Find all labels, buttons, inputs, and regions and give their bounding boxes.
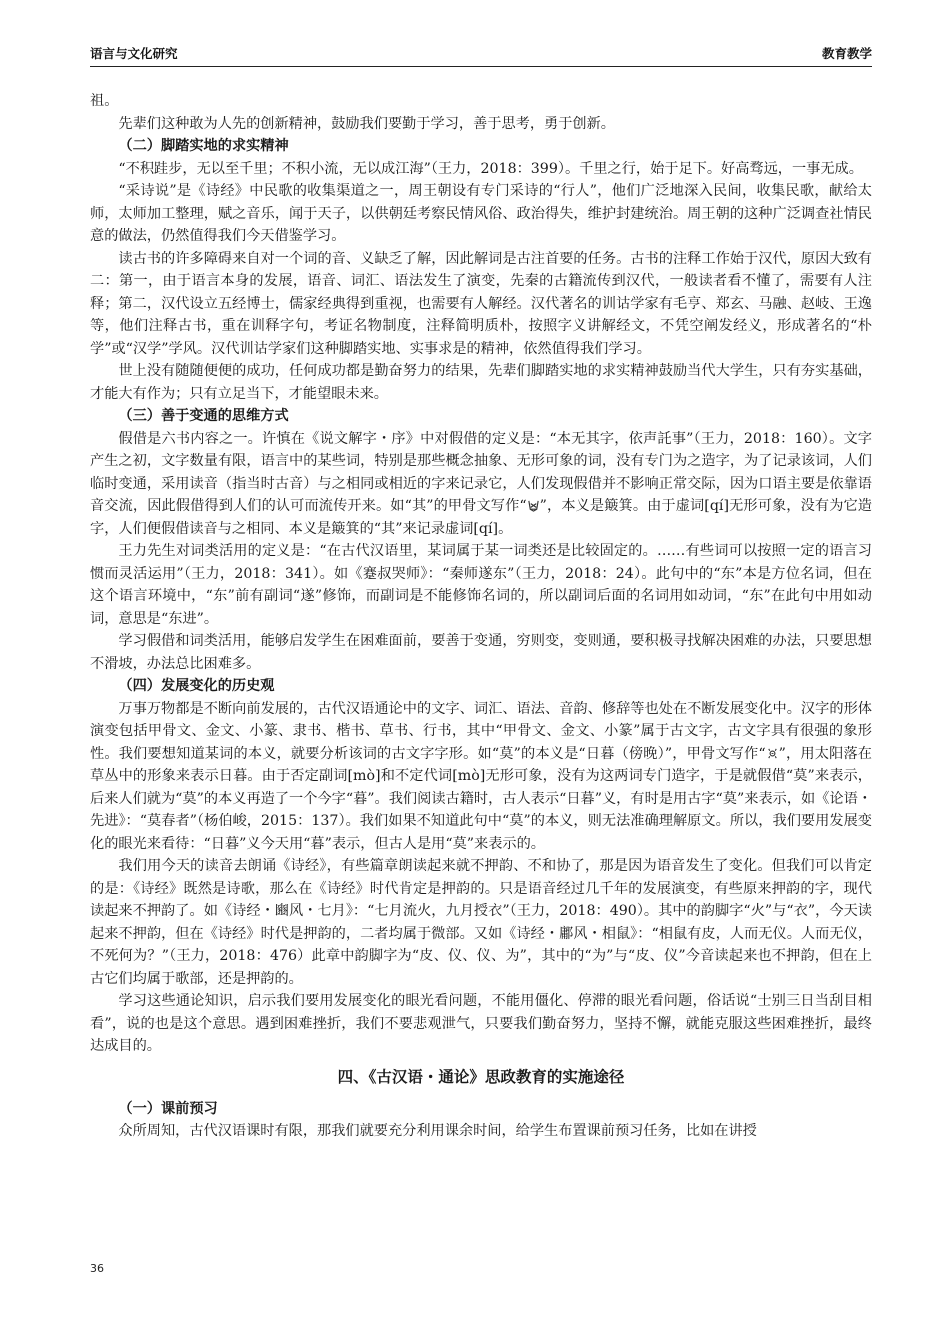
subsection-heading: （一）课前预习: [118, 1100, 218, 1117]
paragraph: “采诗说”是《诗经》中民歌的收集渠道之一，周王朝设有专门采诗的“行人”，他们广泛地深入民间，收集民歌，献给太师，太师加工整理，赋之音乐，闻于天子，以供朝廷考察民情风俗、政治得失，维护封建统治。周王朝的这种广泛调查社情民意的做法，仍然值得我们今天借鉴学习。: [90, 183, 872, 244]
paragraph: [90, 698, 872, 856]
column-name: 教育教学: [821, 46, 872, 61]
running-header: [90, 44, 872, 66]
paragraph: 学习这些通论知识，启示我们要用发展变化的眼光看问题，不能用僵化、停滞的眼光看问题，俗话说“士别三日当刮目相看”，说的也是这个意思。遇到困难挫折，我们不要悲观泄气，只要我们勤奋努力，坚持不懈，就能克服这些困难挫折，最终达成目的。: [90, 993, 872, 1054]
oracle-bone-qi-glyph-icon: [527, 499, 540, 512]
subsection-heading: （四）发展变化的历史观: [118, 678, 275, 694]
paragraph: 先辈们这种敢为人先的创新精神，鼓励我们要勤于学习，善于思考，勇于创新。: [118, 115, 615, 132]
article-body: [90, 90, 872, 1143]
paragraph: “不积跬步，无以至千里；不积小流，无以成江海”（王力，2018：399）。千里之行，始于足下。好高骛远，一事无成。: [118, 160, 863, 177]
subsection-heading: （三）善于变通的思维方式: [118, 408, 289, 424]
paragraph-text: 万事万物都是不断向前发展的，古代汉语通论中的文字、词汇、语法、音韵、修辞等也处在不断发展变化中。汉字的形体演变包括甲骨文、金文、小篆、隶书、楷书、草书、行书，其中“甲骨文、金文、小篆”属于古文字，古文字具有很强的象形性。我们要想知道某词的本义，就要分析该词的古文字字形。如“莫”的本义是“日暮（傍晚）”，甲骨文写作“: [90, 700, 872, 762]
paragraph: 我们用今天的读音去朗诵《诗经》，有些篇章朗读起来就不押韵、不和协了，那是因为语音发生了变化。但我们可以肯定的是：《诗经》既然是诗歌，那么在《诗经》时代肯定是押韵的。只是语音经过几千年的发展演变，有些原来押韵的字，现代读起来不押韵了。如《诗经・豳风・七月》：“七月流火，九月授衣”（王力，2018：490）。其中的韵脚字“火”与“衣”，今天读起来不押韵，但在《诗经》时代是押韵的，二者均属于微部。又如《诗经・鄘风・相鼠》：“相鼠有皮，人而无仪。人而无仪，不死何为？”（王力，2018：476）此章中韵脚字为“皮、仪、仪、为”，其中的“为”与“皮、仪”今音读起来也不押韵，但在上古它们均属于歌部，还是押韵的。: [90, 858, 872, 987]
header-rule: [90, 66, 872, 67]
paragraph-text: ”，用太阳落在草丛中的形象来表示日暮。由于否定副词[mò]和不定代词[mò]无形可象，没有为这两词专门造字，于是就假借“莫”来表示，后来人们就为“莫”的本义再造了一个今字“暮”。我们阅读古籍时，古人表示“日暮”义，有时是用古字“莫”来表示，如《论语・先进》：“莫春者”（杨伯峻，2015：137）。我们如果不知道此句中“莫”的本义，则无法准确理解原文。所以，我们要用发展变化的眼光来看待：“日暮”义今天用“暮”表示，但古人是用“莫”来表示的。: [90, 745, 872, 852]
paragraph: 世上没有随随便便的成功，任何成功都是勤奋努力的结果，先辈们脚踏实地的求实精神鼓励当代大学生，只有夯实基础，才能大有作为；只有立足当下，才能望眼未来。: [90, 363, 872, 402]
journal-name: 语言与文化研究: [90, 46, 178, 61]
paragraph: [90, 428, 872, 541]
paragraph: 王力先生对词类活用的定义是：“在古代汉语里，某词属于某一词类还是比较固定的。……有些词可以按照一定的语言习惯而灵活运用”（王力，2018：341）。如《蹇叔哭师》：“秦师遂东”（王力，2018：24）。此句中的“东”本是方位名词，但在这个语言环境中，“东”前有副词“遂”修饰，而副词是不能修饰名词的，所以副词后面的名词用如动词，“东”在此句中用如动词，意思是“东进”。: [90, 543, 872, 627]
paragraph: 读古书的许多障碍来自对一个词的音、义缺乏了解，因此解词是古注首要的任务。古书的注释工作始于汉代，原因大致有二：第一，由于语言本身的发展，语音、词汇、语法发生了演变，先秦的古籍流传到汉代，一般读者看不懂了，需要有人注释；第二，汉代设立五经博士，儒家经典得到重视，也需要有人解经。汉代著名的训诂学家有毛亨、郑玄、马融、赵岐、王逸等，他们注释古书，重在训释字句，考证名物制度，注释简明质朴，按照字义讲解经文，不凭空阐发经义，形成著名的“朴学”或“汉学”学风。汉代训诂学家们这种脚踏实地、实事求是的精神，依然值得我们学习。: [90, 250, 872, 357]
section-title: 四、《古汉语・通论》思政教育的实施途径: [337, 1067, 625, 1086]
paragraph: 祖。: [90, 93, 119, 109]
subsection-heading: （二）脚踏实地的求实精神: [118, 138, 289, 154]
oracle-bone-mo-glyph-icon: [766, 747, 779, 760]
paragraph-text: 假借是六书内容之一。许慎在《说文解字・序》中对假借的定义是：“本无其字，依声託事”（王力，2018：160）。文字产生之初，文字数量有限，语言中的某些词，特别是那些概念抽象、无形可象的词，没有专门为之造字，为了记录该词，人们临时变通，采用读音（指当时古音）与之相同或相近的字来记录它，人们发现假借并不影响正常交际，因为口语主要是依靠语音交流，因此假借得到人们的认可而流传开来。如“其”的甲骨文写作“: [90, 430, 872, 514]
page-number: 36: [90, 1262, 104, 1275]
paragraph-text: ”，本义是簸箕。由于虚词[qí]无形可象，没有为它造字，人们便假借读音与之相同、本义是簸箕的“其”来记录虚词[qí]。: [90, 498, 872, 537]
paragraph: 众所周知，古代汉语课时有限，那我们就要充分利用课余时间，给学生布置课前预习任务，比如在讲授: [118, 1123, 757, 1139]
paragraph: 学习假借和词类活用，能够启发学生在困难面前，要善于变通，穷则变，变则通，要积极寻找解决困难的办法，只要思想不滑坡，办法总比困难多。: [90, 633, 872, 672]
